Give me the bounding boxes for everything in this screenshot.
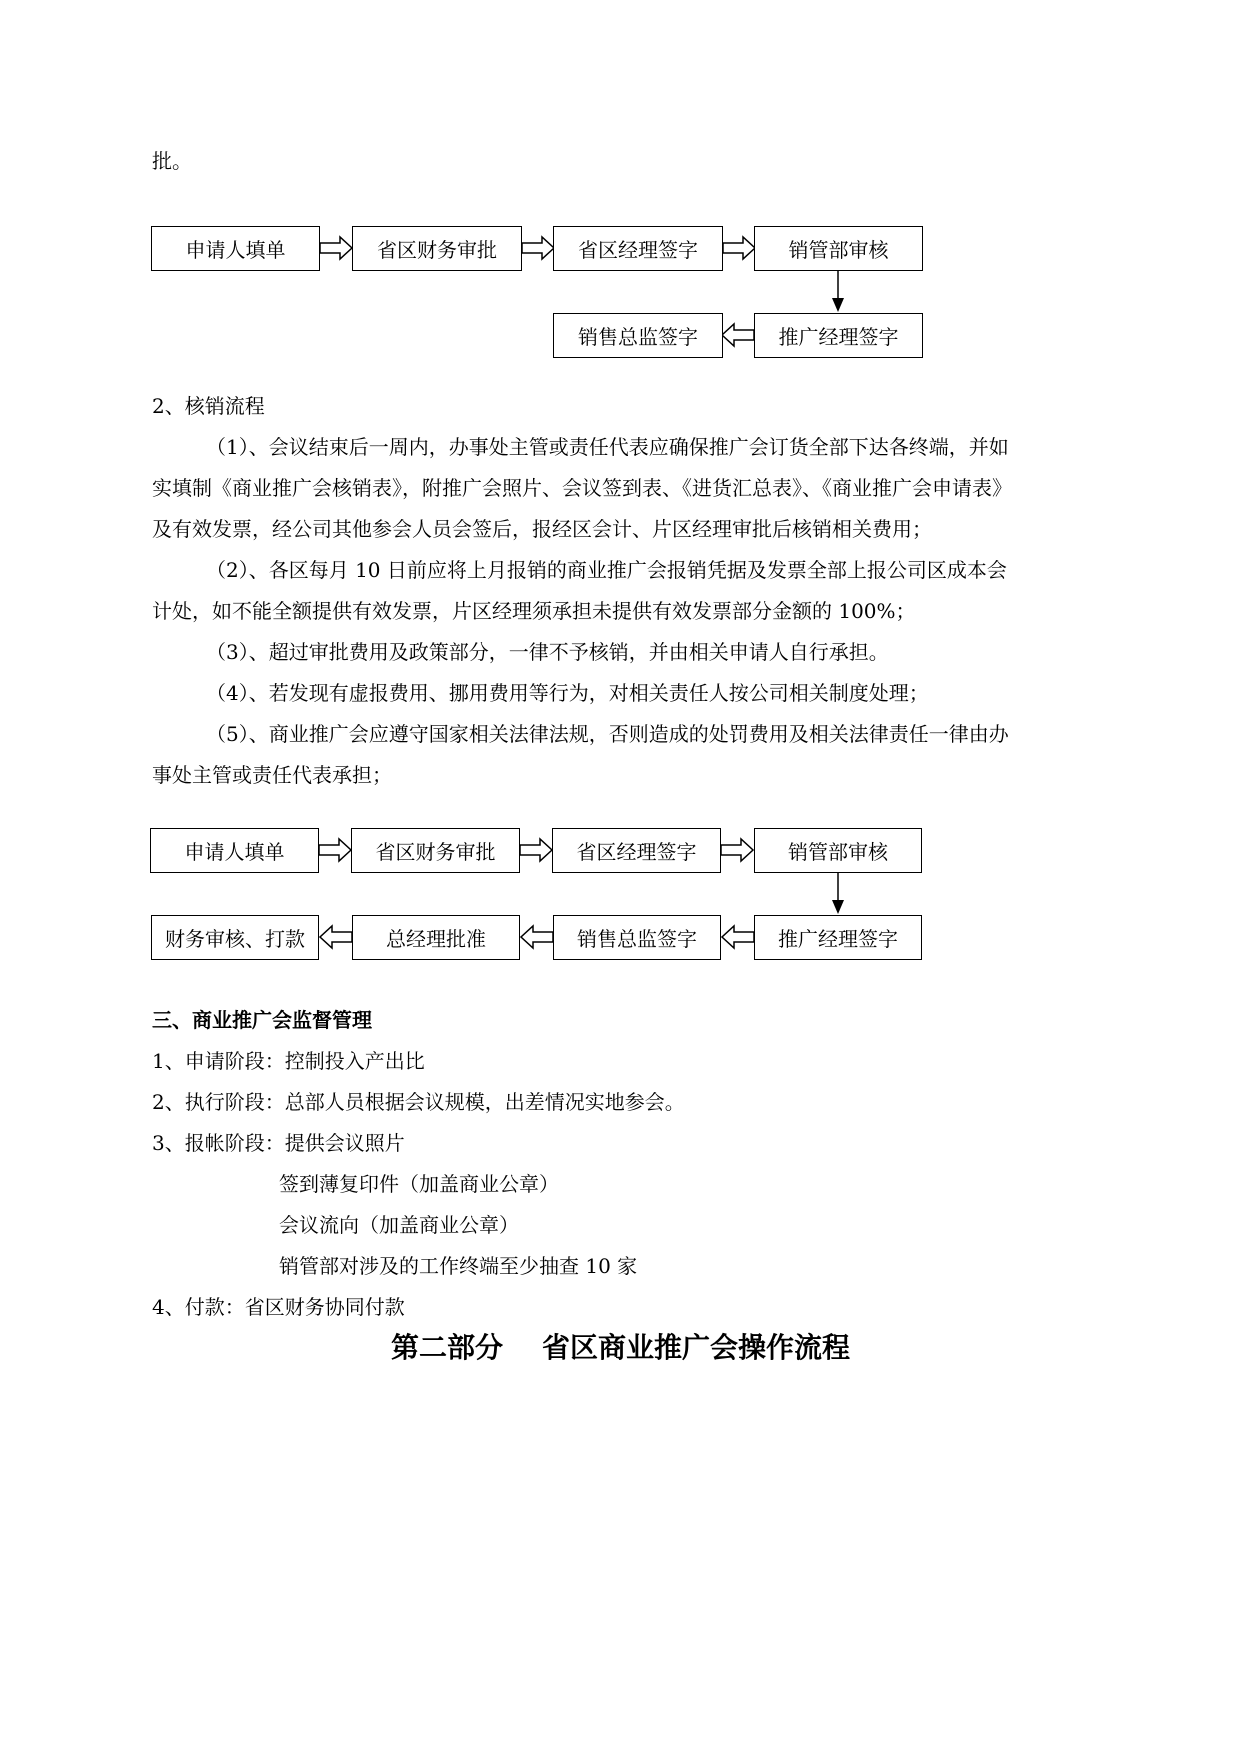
flow1-box-sales-director: 销售总监签字 xyxy=(553,313,723,358)
section2-paragraph-1-line-1: （1）、会议结束后一周内，办事处主管或责任代表应确保推广会订货全部下达各终端，并如 xyxy=(206,435,1009,459)
flow2-box-province-manager: 省区经理签字 xyxy=(552,828,721,873)
flow2-box-general-manager: 总经理批准 xyxy=(352,915,520,960)
hollow-arrow-right xyxy=(520,839,552,861)
section2-paragraph-4: （4）、若发现有虚报费用、挪用费用等行为，对相关责任人按公司相关制度处理； xyxy=(206,681,929,705)
section2-paragraph-2-line-1: （2）、各区每月 10 日前应将上月报销的商业推广会报销凭据及发票全部上报公司区成本会 xyxy=(206,558,1007,582)
section3-subitem-2: 会议流向（加盖商业公章） xyxy=(279,1213,519,1237)
hollow-arrow-right xyxy=(319,839,351,861)
paragraph-fragment: 批。 xyxy=(152,149,192,173)
hollow-arrow-left xyxy=(320,926,352,948)
flow1-box-province-manager: 省区经理签字 xyxy=(553,226,723,271)
hollow-arrow-left xyxy=(521,926,553,948)
flow2-box-finance-payment: 财务审核、打款 xyxy=(151,915,319,960)
section3-item-2: 2、执行阶段：总部人员根据会议规模，出差情况实地参会。 xyxy=(152,1090,685,1114)
section2-title: 2、核销流程 xyxy=(152,394,265,418)
flow2-box-promo-manager: 推广经理签字 xyxy=(754,915,922,960)
flow1-box-sales-admin: 销管部审核 xyxy=(754,226,923,271)
part-heading: 第二部分 省区商业推广会操作流程 xyxy=(391,1331,850,1364)
section3-item-3: 3、报帐阶段：提供会议照片 xyxy=(152,1131,405,1155)
section3-item-1: 1、申请阶段：控制投入产出比 xyxy=(152,1049,425,1073)
flow2-box-sales-director: 销售总监签字 xyxy=(553,915,721,960)
flow2-box-applicant: 申请人填单 xyxy=(150,828,319,873)
section3-title: 三、商业推广会监督管理 xyxy=(152,1008,372,1032)
flow1-box-applicant: 申请人填单 xyxy=(151,226,320,271)
section3-item-4: 4、付款：省区财务协同付款 xyxy=(152,1295,405,1319)
flow1-box-promo-manager: 推广经理签字 xyxy=(754,313,923,358)
section2-paragraph-1-line-3: 及有效发票，经公司其他参会人员会签后，报经区会计、片区经理审批后核销相关费用； xyxy=(152,517,932,541)
section2-paragraph-5-line-2: 事处主管或责任代表承担； xyxy=(152,763,392,787)
arrow-down-icon xyxy=(832,900,844,914)
section2-paragraph-5-line-1: （5）、商业推广会应遵守国家相关法律法规，否则造成的处罚费用及相关法律责任一律由办 xyxy=(206,722,1009,746)
hollow-arrow-right xyxy=(721,839,753,861)
section3-subitem-1: 签到薄复印件（加盖商业公章） xyxy=(279,1172,559,1196)
section3-subitem-3: 销管部对涉及的工作终端至少抽查 10 家 xyxy=(279,1254,638,1278)
hollow-arrow-left xyxy=(722,926,754,948)
flow2-box-province-finance: 省区财务审批 xyxy=(351,828,520,873)
flow1-box-province-finance: 省区财务审批 xyxy=(352,226,522,271)
section2-paragraph-2-line-2: 计处，如不能全额提供有效发票，片区经理须承担未提供有效发票部分金额的 100%； xyxy=(152,599,916,623)
section2-paragraph-1-line-2: 实填制《商业推广会核销表》，附推广会照片、会议签到表、《进货汇总表》、《商业推广会申请表》 xyxy=(152,476,1012,500)
section2-paragraph-3: （3）、超过审批费用及政策部分，一律不予核销，并由相关申请人自行承担。 xyxy=(206,640,889,664)
flow2-box-sales-admin: 销管部审核 xyxy=(754,828,922,873)
